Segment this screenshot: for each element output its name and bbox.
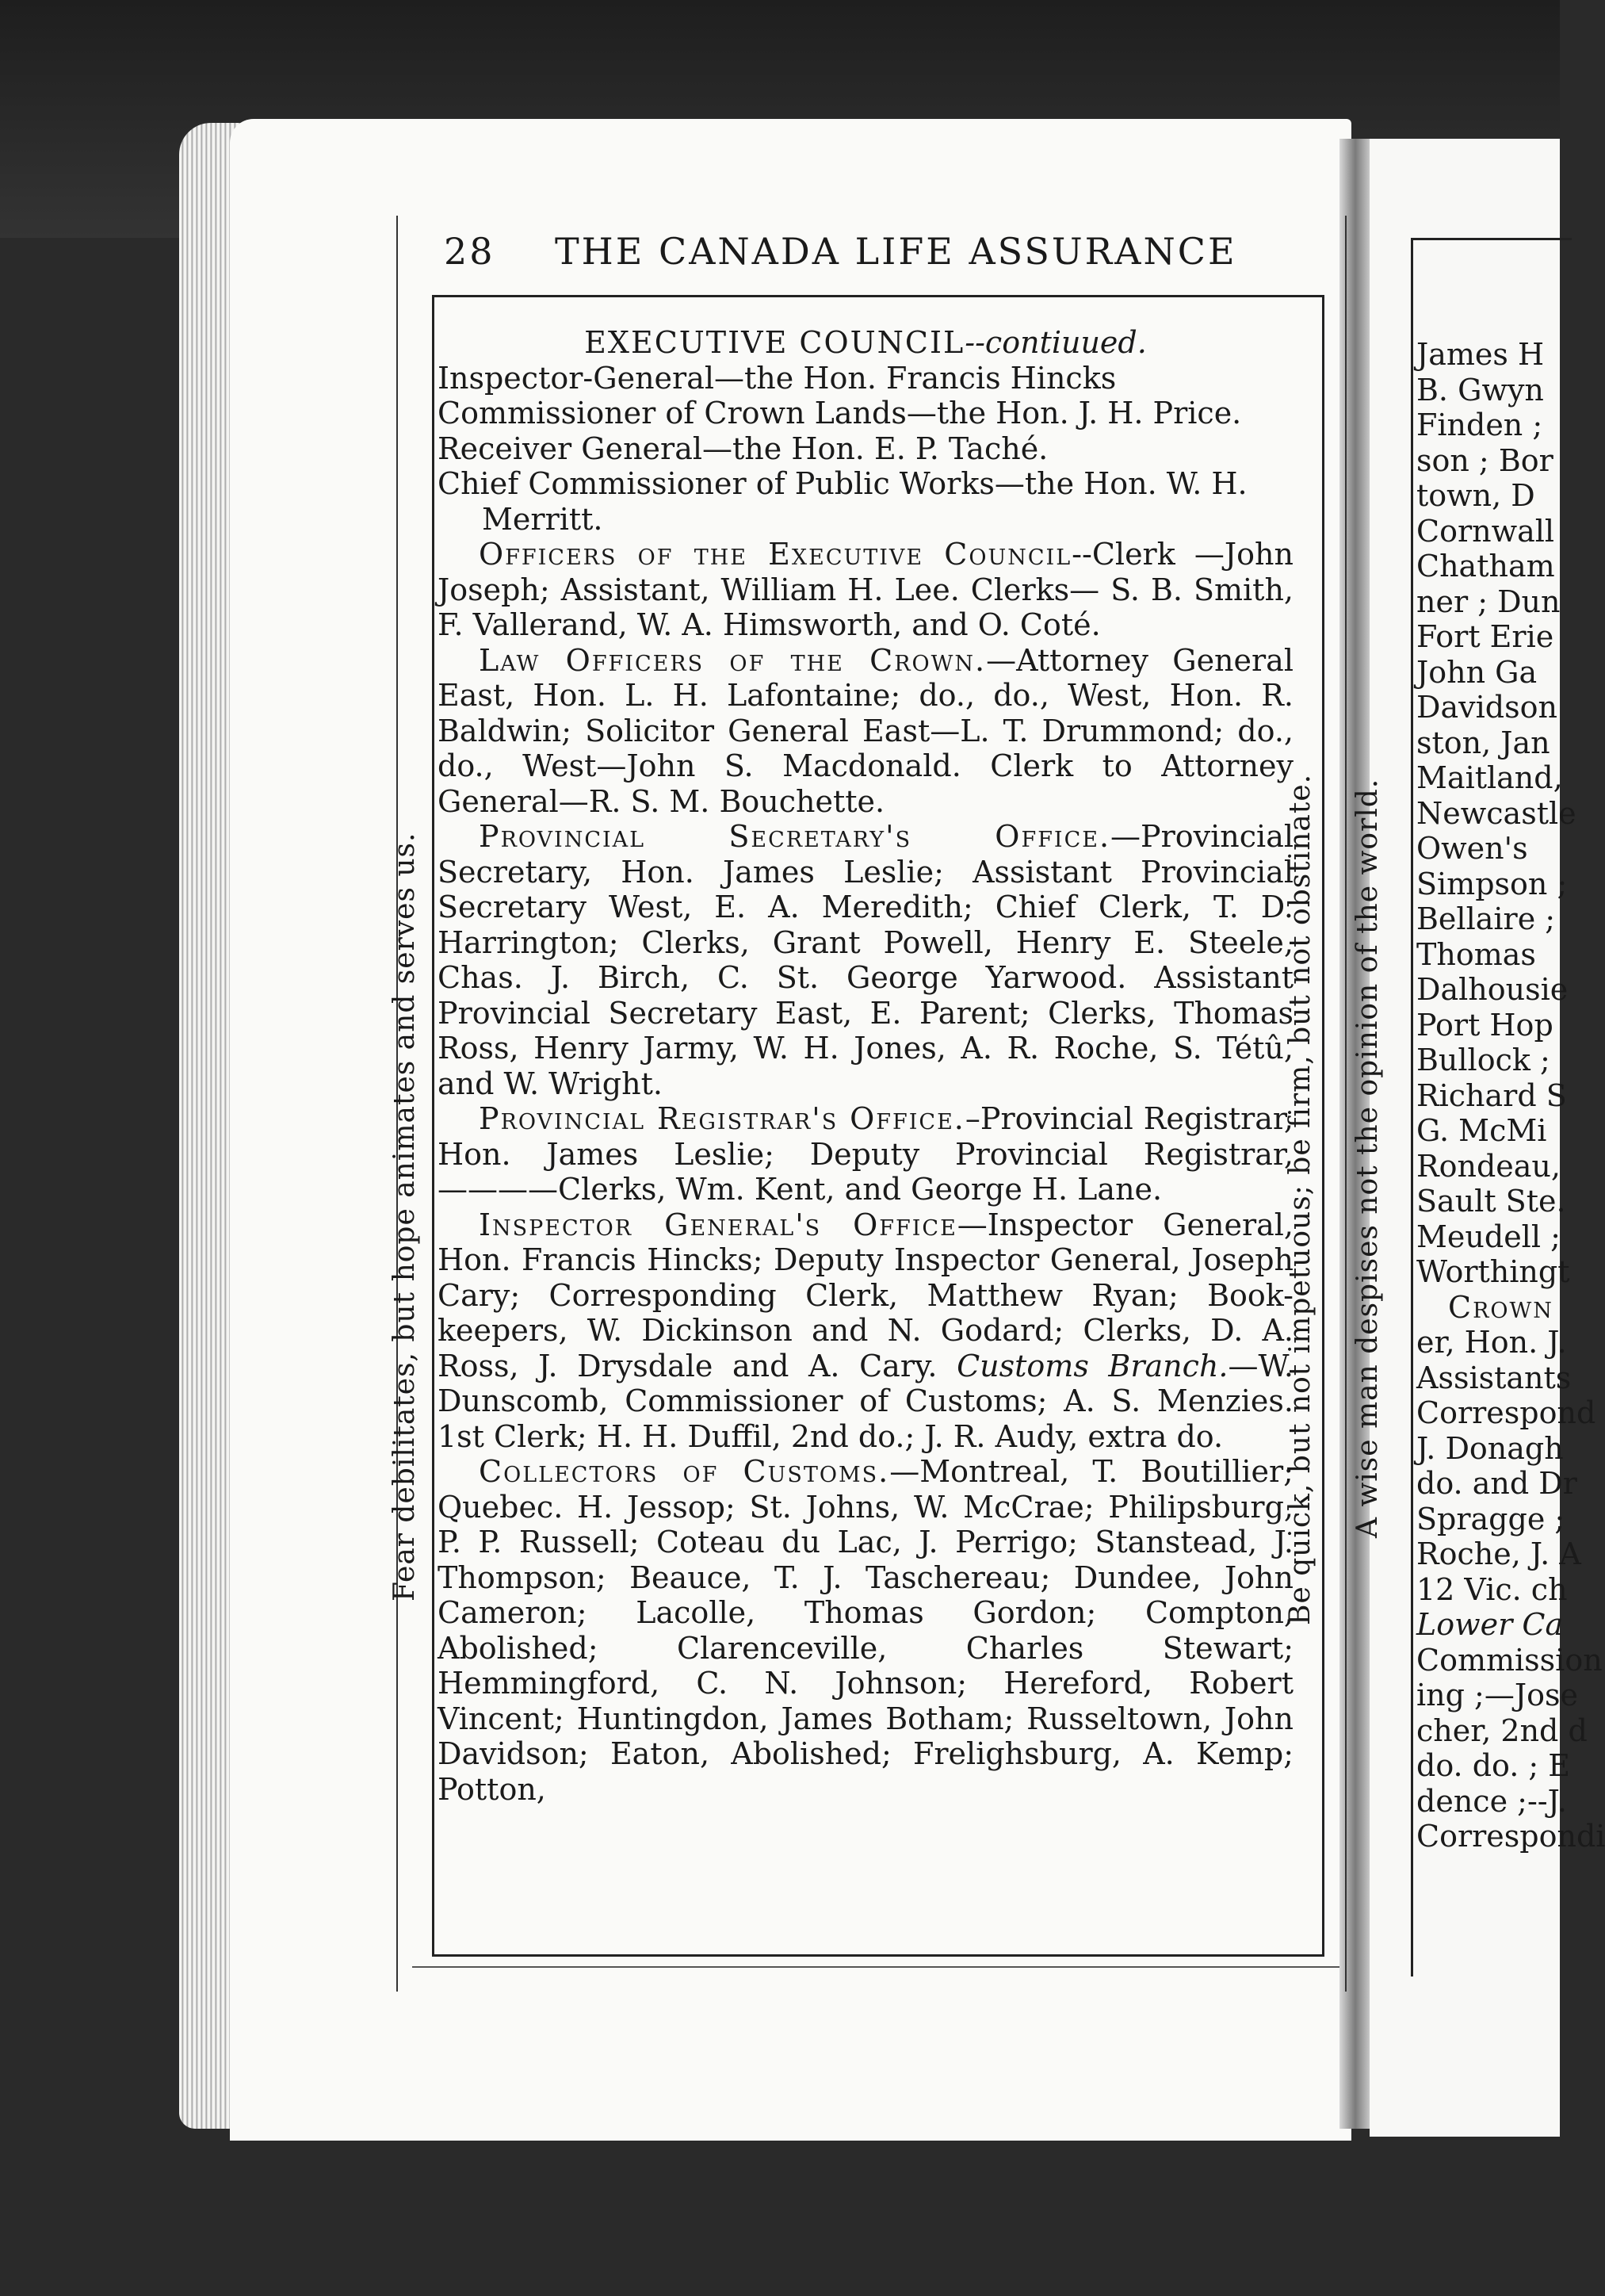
- facing-line: Bellaire ;: [1416, 901, 1556, 936]
- facing-line: er, Hon. J.: [1416, 1325, 1567, 1360]
- facing-line: town, D: [1416, 478, 1535, 513]
- facing-line: Roche, J. A: [1416, 1536, 1581, 1571]
- facing-line: Correspondi: [1416, 1819, 1605, 1854]
- facing-line: ing ;—Jose: [1416, 1678, 1578, 1712]
- page-body: [438, 325, 1294, 1807]
- facing-line: Chatham: [1416, 549, 1555, 584]
- facing-line: G. McMi: [1416, 1113, 1547, 1148]
- facing-line: 12 Vic. ch: [1416, 1571, 1568, 1607]
- entry-line: Inspector-General—the Hon. Francis Hincks: [438, 360, 1117, 396]
- facing-page-text: [1416, 337, 1605, 1854]
- entry-line: Receiver General—the Hon. E. P. Taché.: [438, 430, 1049, 466]
- facing-line: Correspond: [1416, 1395, 1596, 1430]
- facing-line: John Ga: [1416, 654, 1538, 690]
- facing-line: Thomas: [1416, 936, 1536, 972]
- paragraph-provincial-registrar: Provincial Registrar's Office.–Provincial Registrar, Hon. James Leslie; Deputy Provincial Registrar, ————Clerks, Wm. Kent, and George H. Lane.: [438, 1101, 1294, 1207]
- facing-line: dence ;--J.: [1416, 1783, 1567, 1819]
- facing-line: do. do. ; E: [1416, 1748, 1571, 1783]
- page-frame-bottom-rule: [412, 1966, 1339, 1968]
- facing-line: Spragge ;: [1416, 1501, 1565, 1536]
- paragraph-officers: Officers of the Executive Council--Clerk —John Joseph; Assistant, William H. Lee. Clerks— S. B. Smith, F. Vallerand, W. A. Himsworth, and O. Coté.: [438, 537, 1294, 642]
- running-title: THE CANADA LIFE ASSURANCE: [555, 230, 1237, 273]
- facing-line: J. Donagh: [1416, 1430, 1564, 1466]
- margin-motto-left: Fear debilitates, but hope animates and serves us.: [388, 832, 421, 1601]
- margin-motto-right-outer: A wise man despises not the opinion of the world.: [1351, 778, 1384, 1538]
- facing-line: Assistants: [1416, 1360, 1572, 1395]
- paragraph-inspector-general: Inspector General's Office—Inspector General, Hon. Francis Hincks; Deputy Inspector General, Joseph Cary; Corresponding Clerk, Matthew Ryan; Book-keepers, W. Dickinson and N. Godard; Clerks, D. A. Ross, J. Drysdale and A. Cary. Customs Branch.—W. Dunscomb, Commissioner of Customs; A. S. Menzies. 1st Clerk; H. H. Duffil, 2nd do.; J. R. Audy, extra do.: [438, 1207, 1294, 1454]
- facing-line: Dalhousie: [1416, 972, 1569, 1007]
- facing-line: Richard S: [1416, 1077, 1567, 1113]
- facing-line: Owen's: [1416, 831, 1528, 866]
- facing-line: B. Gwyn: [1416, 372, 1544, 408]
- facing-line: Simpson ;: [1416, 866, 1568, 901]
- facing-line: Commission: [1416, 1642, 1603, 1678]
- paragraph-law-officers: Law Officers of the Crown.—Attorney General East, Hon. L. H. Lafontaine; do., do., West, Hon. R. Baldwin; Solicitor General East—L. T. Drummond; do., do., West—John S. Macdonald. Clerk to Attorney General—R. S. M. Bouchette.: [438, 642, 1294, 819]
- facing-line: Maitland,: [1416, 760, 1563, 795]
- facing-line: Lower Ca: [1416, 1607, 1564, 1642]
- running-head: [444, 230, 1316, 285]
- facing-line: Bullock ;: [1416, 1043, 1550, 1077]
- facing-line: Newcastle: [1416, 795, 1576, 831]
- facing-line: ner ; Dun: [1416, 584, 1561, 619]
- facing-line: Rondeau,: [1416, 1148, 1561, 1184]
- facing-line: Crown: [1448, 1289, 1553, 1325]
- facing-line: Meudell ;: [1416, 1219, 1561, 1254]
- facing-line: Sault Ste.: [1416, 1184, 1566, 1219]
- background-bottom: [0, 2141, 1560, 2296]
- page-number: 28: [444, 230, 495, 273]
- facing-line: ston, Jan: [1416, 725, 1550, 760]
- facing-line: Fort Erie: [1416, 619, 1554, 654]
- facing-line: Cornwall: [1416, 513, 1555, 549]
- entry-line: Chief Commissioner of Public Works—the Hon. W. H. Merritt.: [438, 466, 1248, 537]
- section-heading: EXECUTIVE COUNCIL--contiuued.: [584, 325, 1147, 360]
- facing-line: do. and Dr: [1416, 1466, 1577, 1501]
- facing-line: James H: [1416, 337, 1545, 372]
- facing-line: son ; Bor: [1416, 442, 1553, 478]
- margin-motto-right-inner: Be quick, but not impetuous; be firm, but not obstinate.: [1284, 773, 1316, 1625]
- facing-line: Worthingt: [1416, 1254, 1570, 1289]
- entry-line: Commissioner of Crown Lands—the Hon. J. H. Price.: [438, 396, 1242, 430]
- facing-line: Davidson: [1416, 690, 1557, 725]
- facing-line: Finden ;: [1416, 408, 1543, 442]
- paragraph-provincial-secretary: Provincial Secretary's Office.—Provincial Secretary, Hon. James Leslie; Assistant Provincial Secretary West, E. A. Meredith; Chief Clerk, T. D. Harrington; Clerks, Grant Powell, Henry E. Steele, Chas. J. Birch, C. St. George Yarwood. Assistant Provincial Secretary East, E. Parent; Clerks, Thomas Ross, Henry Jarmy, W. H. Jones, A. R. Roche, S. Tétû, and W. Wright.: [438, 819, 1294, 1101]
- facing-line: cher, 2nd d: [1416, 1712, 1588, 1748]
- paragraph-collectors: Collectors of Customs.—Montreal, T. Boutillier; Quebec. H. Jessop; St. Johns, W. McCrae; Philipsburg, P. P. Russell; Coteau du Lac, J. Perrigo; Stanstead, J. Thompson; Beauce, T. J. Taschereau; Dundee, John Cameron; Lacolle, Thomas Gordon; Compton, Abolished; Clarenceville, Charles Stewart; Hemmingford, C. N. Johnson; Hereford, Robert Vincent; Huntingdon, James Botham; Russeltown, John Davidson; Eaton, Abolished; Frelighsburg, A. Kemp; Potton,: [438, 1454, 1294, 1807]
- facing-line: Port Hop: [1416, 1007, 1553, 1043]
